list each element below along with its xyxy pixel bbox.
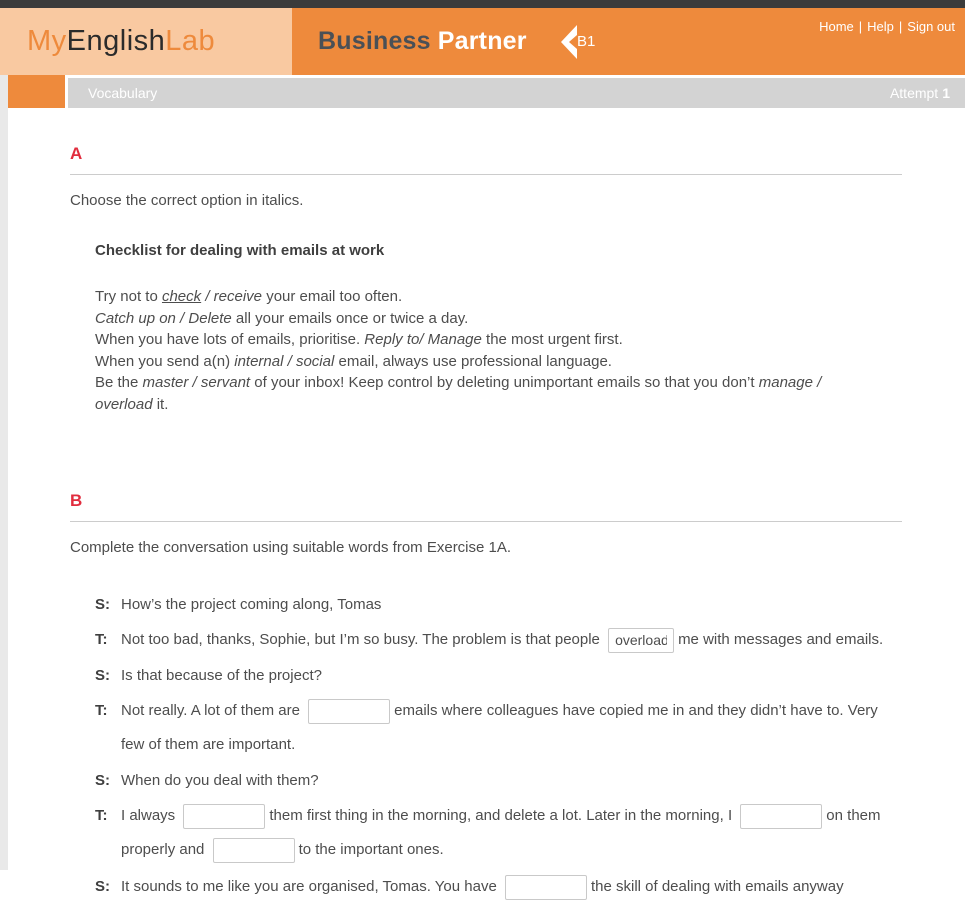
speaker-label: T: [95,631,108,648]
top-links [819,19,955,34]
speaker-label: S: [95,878,110,895]
section-a-instruction: Choose the correct option in italics. [70,192,304,209]
brand-word1: Business [318,27,431,55]
section-a [70,144,902,415]
option-choice[interactable]: Catch up on / Delete [95,309,232,327]
brand-word2: Partner [437,27,527,55]
dialogue-segment: Not really. A lot of them are [121,702,305,719]
checklist-line [95,308,880,330]
exercise-title: Vocabulary [88,85,158,101]
top-dark-bar [0,0,965,8]
checklist-line [95,351,880,373]
exercise-content [0,116,965,904]
selected-option[interactable]: check [161,288,202,305]
dialogue-segment: on them properly and [121,807,881,858]
logo-my: My [27,25,67,57]
dialogue [95,589,902,904]
signout-link[interactable]: Sign out [907,19,955,34]
dialogue-text [121,589,891,620]
attempt-counter [890,85,950,101]
dialogue-segment: It sounds to me like you are organised, Tomas. You have [121,878,501,895]
speaker-label: S: [95,667,110,684]
exercise-toolbar [68,78,965,108]
checklist-line [95,286,880,308]
orange-accent-square [8,75,65,108]
logo-lab: Lab [165,25,216,57]
checklist-line [95,372,880,415]
dialogue-segment: Not too bad, thanks, Sophie, but I’m so busy. The problem is that people [121,631,605,648]
checklist-text: When you have lots of emails, prioritise. [95,331,365,348]
attempt-label: Attempt [889,85,939,101]
checklist-text: Try not to [95,288,162,305]
level-back-badge[interactable] [553,8,595,75]
checklist-line [95,329,880,351]
option-choice[interactable]: receive [213,288,263,305]
dialogue-text [121,694,891,762]
dialogue-segment: I always [121,807,180,824]
dialogue-row [95,870,902,904]
dialogue-text [121,870,891,904]
gap-input[interactable] [740,804,822,829]
section-a-divider [70,174,902,175]
speaker-label: S: [95,596,110,613]
section-a-heading: A [70,144,83,163]
checklist [95,242,902,415]
checklist-title: Checklist for dealing with emails at work [95,242,385,259]
dialogue-text [121,799,891,867]
dialogue-segment: emails where colleagues have copied me in and they didn’t have to. Very few of them are important. [121,702,878,753]
app-header [0,8,965,75]
link-separator: | [898,19,903,34]
dialogue-segment: them first thing in the morning, and delete a lot. Later in the morning, I [269,807,737,824]
checklist-text: the most urgent first. [481,331,623,348]
dialogue-row [95,623,902,657]
option-choice[interactable]: manage / overload [95,374,822,413]
logo-english: English [66,25,166,57]
attempt-number: 1 [942,85,950,101]
option-choice[interactable]: Reply to/ Manage [364,331,482,348]
checklist-text: all your emails once or twice a day. [231,309,469,327]
myenglishlab-logo[interactable] [0,8,292,75]
dialogue-text [121,623,891,657]
dialogue-segment: When do you deal with them? [121,772,319,789]
dialogue-row [95,765,902,796]
dialogue-segment: the skill of dealing with emails anyway [590,878,844,895]
checklist-text: your email too often. [262,288,403,305]
logo-text [27,25,215,58]
checklist-text: it. [152,395,169,413]
home-link[interactable]: Home [819,19,854,34]
dialogue-segment: How’s the project coming along, Tomas [121,596,382,613]
gap-input[interactable] [308,699,390,724]
section-b [70,491,902,904]
dialogue-text [121,765,891,796]
dialogue-row [95,694,902,762]
help-link[interactable]: Help [867,19,894,34]
dialogue-row [95,660,902,691]
option-choice[interactable]: master / servant [142,374,251,391]
dialogue-segment: to the important ones. [298,841,444,858]
checklist-text: email, always use professional language. [334,352,612,370]
dialogue-text [121,660,891,691]
speaker-label: T: [95,807,108,824]
gap-input[interactable] [183,804,265,829]
link-separator: | [858,19,863,34]
level-label: B1 [577,33,596,50]
dialogue-segment: me with messages and emails. [678,631,884,648]
checklist-text: of your inbox! Keep control by deleting unimportant emails so that you don’t [250,374,759,391]
option-choice[interactable]: internal / social [234,352,335,370]
left-edge-strip [0,75,8,870]
checklist-text: Be the [95,374,143,391]
option-choice[interactable]: / [201,288,214,305]
dialogue-row [95,589,902,620]
gap-input[interactable] [213,838,295,863]
section-b-divider [70,521,902,522]
dialogue-row [95,799,902,867]
speaker-label: S: [95,772,110,789]
section-b-heading: B [70,491,83,510]
gap-input[interactable] [608,628,674,653]
gap-input[interactable] [505,875,587,900]
business-partner-brand [318,8,527,75]
speaker-label: T: [95,702,108,719]
secondary-bar [0,75,965,116]
checklist-lines [95,286,902,415]
section-b-instruction: Complete the conversation using suitable words from Exercise 1A. [70,539,512,556]
dialogue-segment: Is that because of the project? [121,667,322,684]
checklist-text: When you send a(n) [95,352,235,370]
